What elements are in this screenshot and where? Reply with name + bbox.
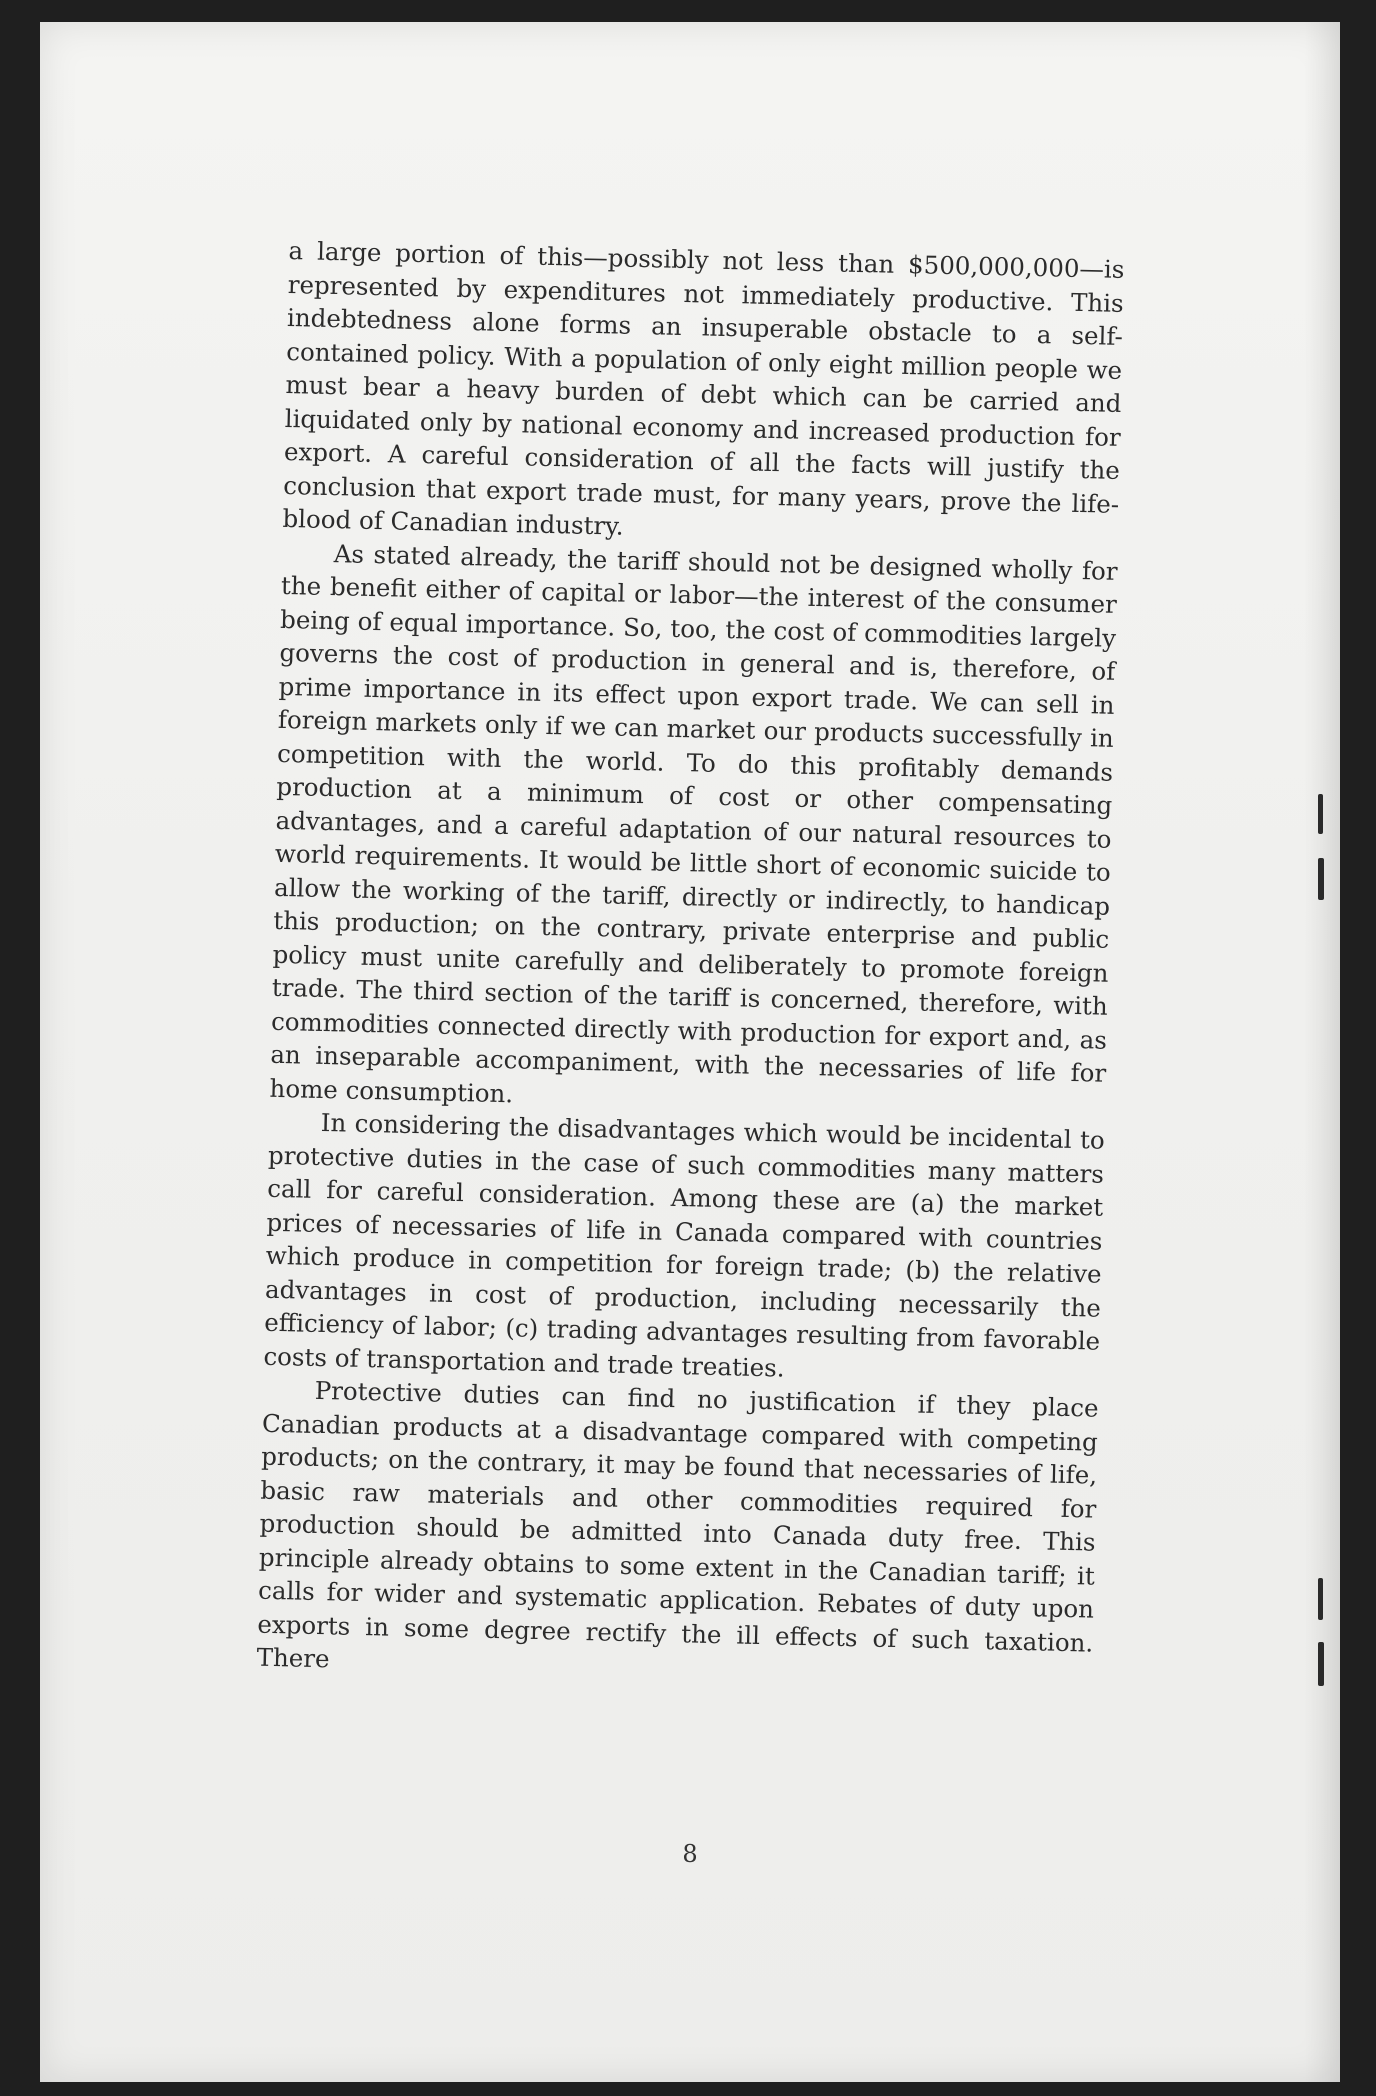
paragraph-2: As stated already, the tariff should not be designed wholly for the benefit either of capital or labor—the interest of the consumer being of equal importance. So, too, the cost of commodities largely governs the cost of production in general and is, therefore, of prime importance in its effect upon export trade. We can sell in foreign markets only if we can market our products successfully in competition with the world. To do this profitably demands production at a minimum of cost or other compensating advantages, and a careful adaptation of our natural resources to world requirements. It would be little short of economic suicide to allow the working of the tariff, directly or indirectly, to handicap this production; on the contrary, private enterprise and public policy must unite carefully and deliberately to promote foreign trade. The third section of the tariff is concerned, therefore, with commodities connected directly with production for export and, as an inseparable accompaniment, with the necessaries of life for home consumption. [269,538,1118,1108]
paragraph-4: Protective duties can find no justification if they place Canadian products at a disadvantage compared with competing products; on the contrary, it may be found that necessaries of life, basic raw materials and other commodities required for production should be admitted into Canada duty free. This principle already obtains to some extent in the Canadian tariff; it calls for wider and systematic application. Rebates of duty upon exports in some degree rectify the ill effects of such taxation. There [256,1375,1099,1674]
binding-mark-top-upper [1318,794,1323,834]
binding-mark-top-lower [1318,858,1324,900]
binding-mark-bottom-upper [1318,1578,1323,1620]
paragraph-1: a large portion of this—possibly not less than $500,000,000—is represented by expenditures not immediately productive. This indebtedness alone forms an insuperable obstacle to a self-contained policy. With a population of only eight million people we must bear a heavy burden of debt which can be carried and liquidated only by national economy and increased production for export. A careful consideration of all the facts will justify the conclusion that export trade must, for many years, prove the life-blood of Canadian industry. [282,235,1125,541]
body-text [256,234,1124,1693]
binding-mark-bottom-lower [1318,1642,1324,1686]
page-number: 8 [682,1840,698,1868]
paragraph-3: In considering the disadvantages which would be incidental to protective duties in the case of such commodities many matters call for careful consideration. Among these are (a) the market prices of necessaries of life in Canada compared with countries which produce in competition for foreign trade; (b) the relative advantages in cost of production, including necessarily the efficiency of labor; (c) trading advantages resulting from favorable costs of transportation and trade treaties. [263,1107,1105,1383]
book-page [40,22,1340,2082]
page-edge-shadow [1304,22,1340,2082]
